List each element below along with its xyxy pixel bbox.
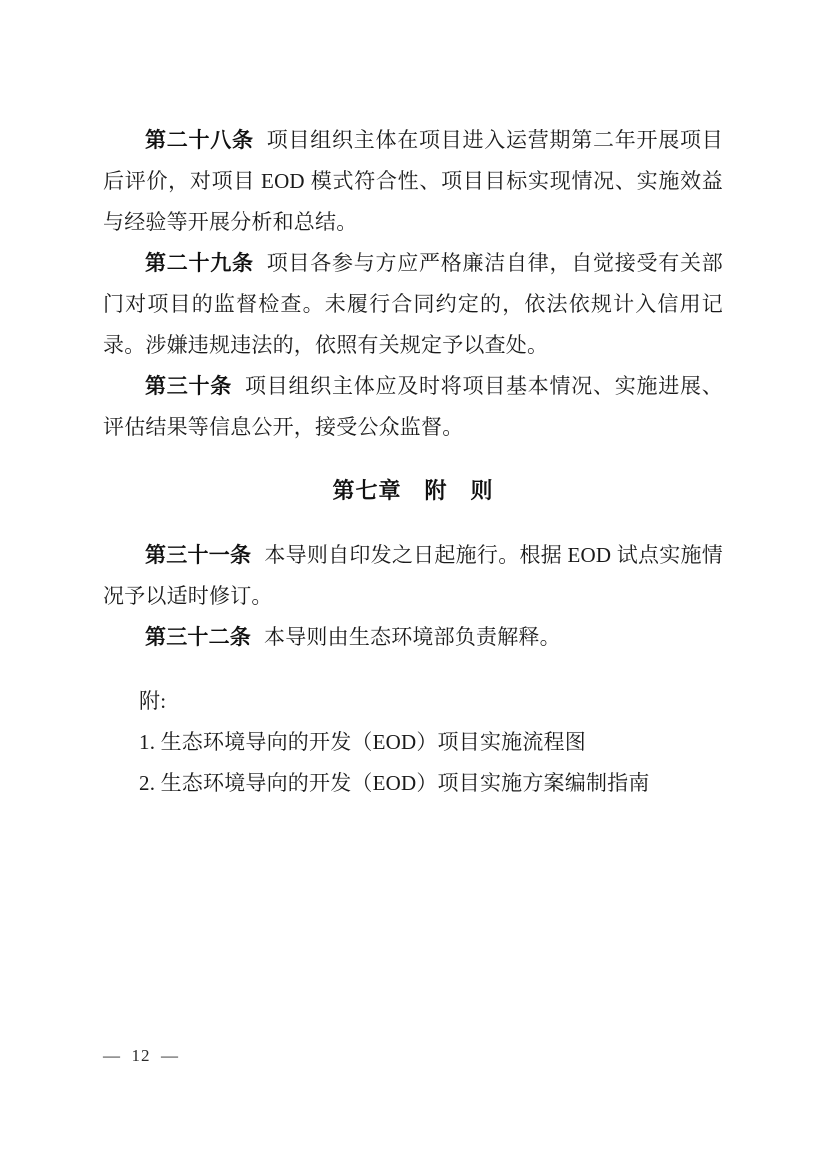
page-number: — 12 — (103, 1046, 179, 1065)
article-text: 本导则由生态环境部负责解释。 (264, 625, 561, 649)
article-paragraph-28 (103, 120, 723, 243)
closing-articles-section (103, 535, 723, 658)
attachment-item-2: 2. 生态环境导向的开发（EOD）项目实施方案编制指南 (139, 771, 650, 795)
article-paragraph-31 (103, 535, 723, 617)
article-paragraph-32 (103, 617, 723, 658)
article-text: 项目组织主体在项目进入运营期第二年开展项目后评价，对项目 EOD 模式符合性、项目目标实现情况、实施效益与经验等开展分析和总结。 (103, 128, 724, 234)
article-text: 项目各参与方应严格廉洁自律，自觉接受有关部门对项目的监督检查。未履行合同约定的，依法依规计入信用记录。涉嫌违规违法的，依照有关规定予以查处。 (103, 251, 724, 357)
article-label: 第三十一条 (145, 544, 252, 567)
chapter-heading: 第七章 附 则 (332, 478, 494, 503)
article-text: 项目组织主体应及时将项目基本情况、实施进展、评估结果等信息公开，接受公众监督。 (103, 374, 723, 439)
attachment-item-1: 1. 生态环境导向的开发（EOD）项目实施流程图 (139, 730, 586, 754)
article-label: 第二十八条 (145, 129, 254, 152)
article-label: 第三十条 (145, 375, 233, 398)
attachments-section (103, 681, 723, 804)
attachments-label: 附: (139, 689, 167, 713)
article-text: 本导则自印发之日起施行。根据 EOD 试点实施情况予以适时修订。 (103, 543, 723, 608)
articles-section (103, 120, 723, 448)
article-label: 第二十九条 (145, 252, 254, 275)
article-label: 第三十二条 (145, 626, 251, 649)
article-paragraph-29 (103, 243, 723, 366)
article-paragraph-30 (103, 366, 723, 448)
